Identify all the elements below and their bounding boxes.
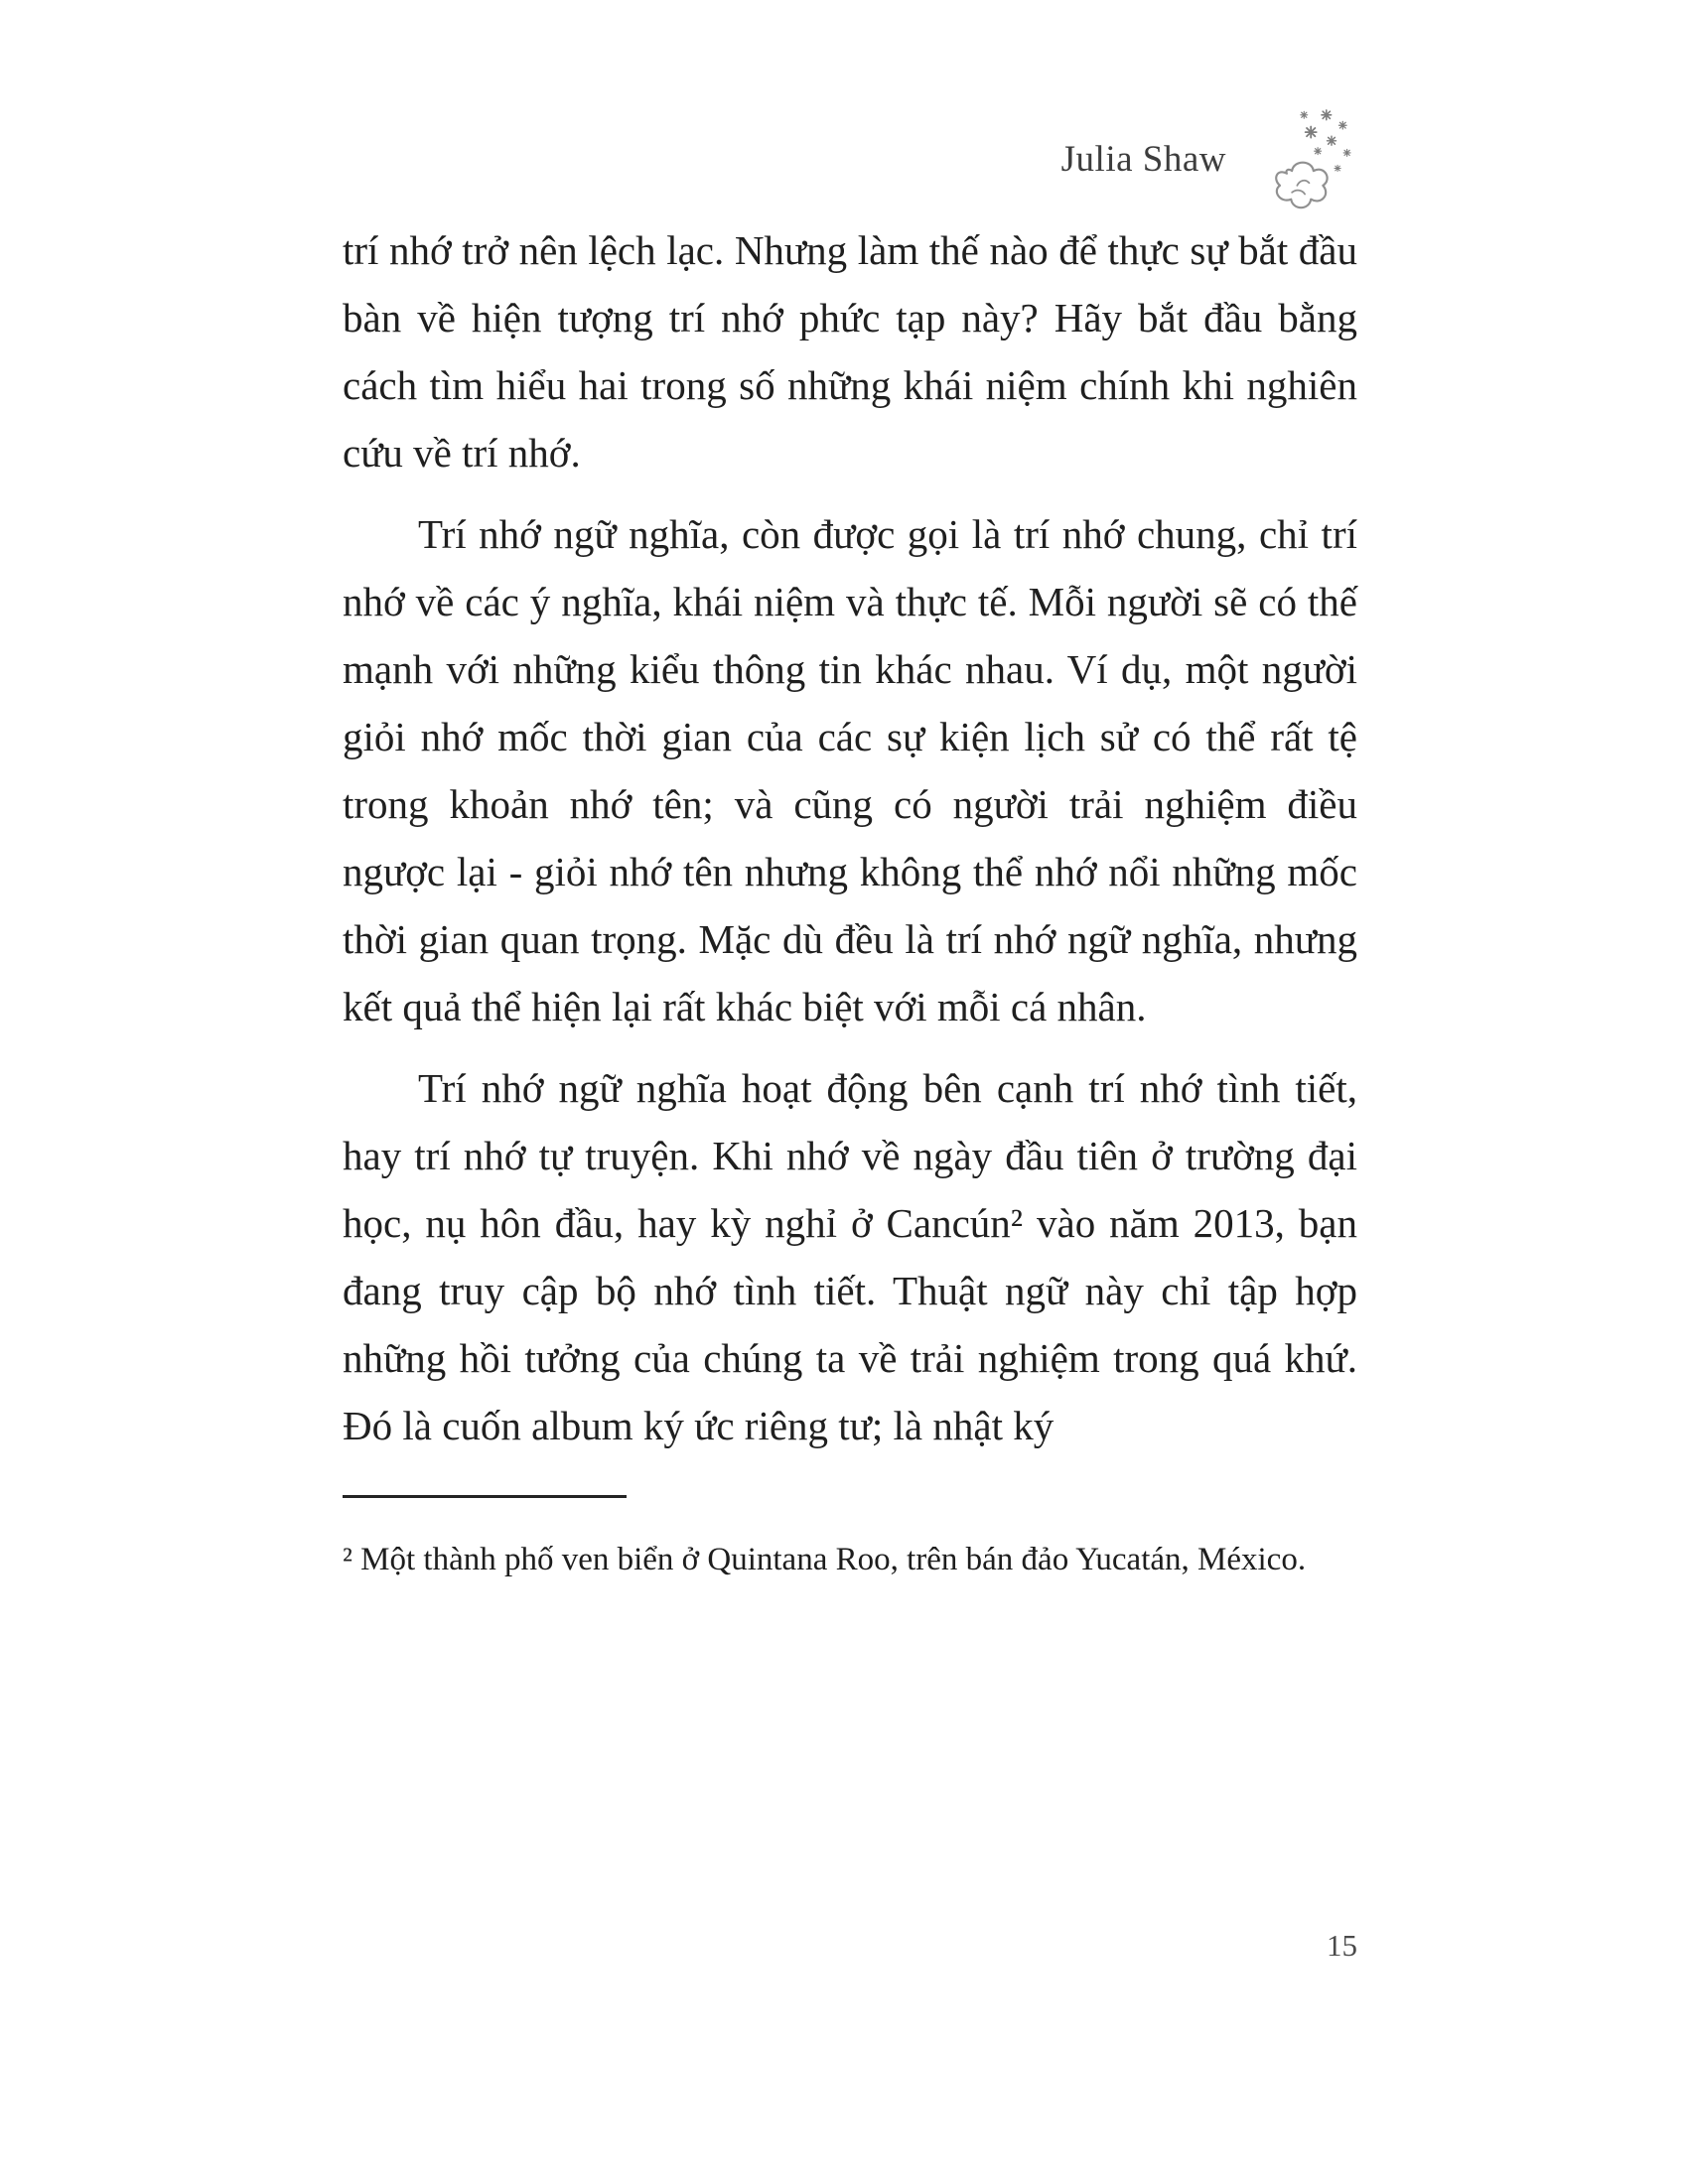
body-text-block — [343, 216, 1357, 1621]
running-header — [343, 99, 1357, 218]
body-paragraph: trí nhớ trở nên lệch lạc. Nhưng làm thế nào để thực sự bắt đầu bàn về hiện tượng trí nhớ phức tạp này? Hãy bắt đầu bằng cách tìm hiểu hai trong số những khái niệm chính khi nghiên cứu về trí nhớ. — [343, 227, 1357, 476]
body-paragraph: Trí nhớ ngữ nghĩa hoạt động bên cạnh trí nhớ tình tiết, hay trí nhớ tự truyện. Khi nhớ về ngày đầu tiên ở trường đại học, nụ hôn đầu, hay kỳ nghỉ ở Cancún² vào năm 2013, bạn đang truy cập bộ nhớ tình tiết. Thuật ngữ này chỉ tập hợp những hồi tưởng của chúng ta về trải nghiệm trong quá khứ. Đó là cuốn album ký ức riêng tư; là nhật ký — [343, 1065, 1357, 1448]
page-number: 15 — [1327, 1928, 1357, 1963]
footnote: ² Một thành phố ven biển ở Quintana Roo, trên bán đảo Yucatán, México. — [343, 1542, 1307, 1577]
author-name: Julia Shaw — [1060, 138, 1226, 180]
footnote-separator — [343, 1495, 627, 1498]
dandelion-seeds-icon — [1254, 101, 1357, 216]
body-paragraph: Trí nhớ ngữ nghĩa, còn được gọi là trí nhớ chung, chỉ trí nhớ về các ý nghĩa, khái niệm và thực tế. Mỗi người sẽ có thế mạnh với những kiểu thông tin khác nhau. Ví dụ, một người giỏi nhớ mốc thời gian của các sự kiện lịch sử có thể rất tệ trong khoản nhớ tên; và cũng có người trải nghiệm điều ngược lại - giỏi nhớ tên nhưng không thể nhớ nổi những mốc thời gian quan trọng. Mặc dù đều là trí nhớ ngữ nghĩa, nhưng kết quả thể hiện lại rất khác biệt với mỗi cá nhân. — [343, 511, 1357, 1029]
